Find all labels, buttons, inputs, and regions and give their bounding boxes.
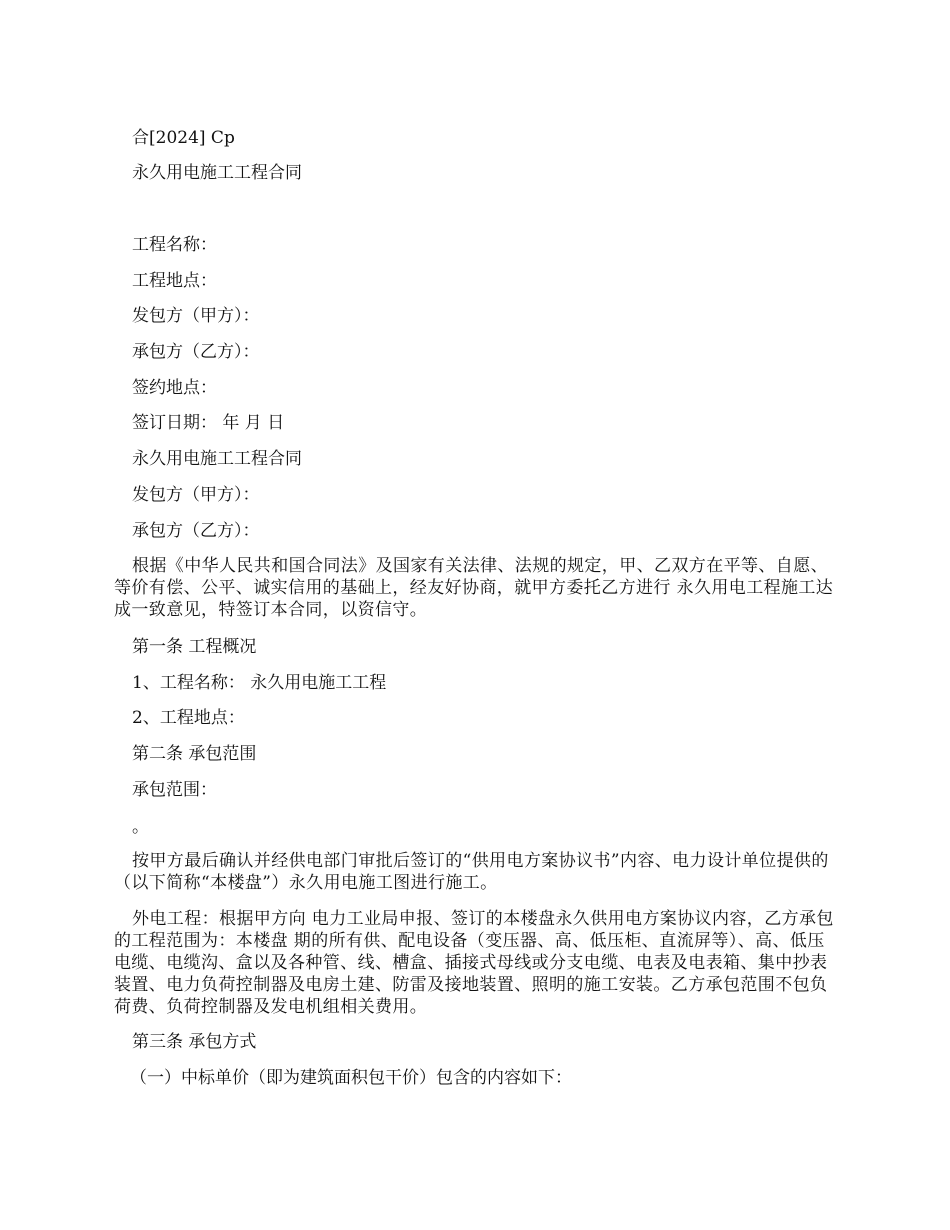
- cover-project-name: 工程名称：: [132, 235, 217, 255]
- cover-signing-place: 签约地点：: [132, 378, 217, 398]
- cover-project-location: 工程地点：: [132, 271, 217, 291]
- article-3-heading: 第三条 承包方式: [132, 1032, 257, 1052]
- scope-paragraph-1: 按甲方最后确认并经供电部门审批后签订的“供用电方案协议书”内容、电力设计单位提供的 （以下简称“本楼盘”）永久用电施工图进行施工。: [114, 851, 829, 893]
- article-1-item-2: 2、工程地点：: [132, 708, 245, 728]
- document-code: 合[2024] Cp: [132, 128, 235, 148]
- contract-party-b: 承包方（乙方）：: [132, 521, 260, 541]
- article-1-item-1: 1、工程名称： 永久用电施工工程: [132, 673, 387, 693]
- scope-label: 承包范围：: [132, 780, 217, 800]
- article-3-item-1: （一）中标单价（即为建筑面积包干价）包含的内容如下：: [130, 1068, 572, 1088]
- scope-paragraph-2: 外电工程：根据甲方向 电力工业局申报、签订的本楼盘永久供用电方案协议内容，乙方承包的工程范围为：本楼盘 期的所有供、配电设备（变压器、高、低压柜、直流屏等）、高、低压电缆、电缆沟、盒以及各种管、线、槽盒、插接式母线或分支电缆、电表及电表箱、集中抄表装置、电力负荷控制器及电房土建、防雷及接地装置、照明的施工安装。乙方承包范围不包负荷费、负荷控制器及发电机组相关费用。: [114, 909, 834, 1017]
- cover-party-b: 承包方（乙方）：: [132, 342, 260, 362]
- contract-title: 永久用电施工工程合同: [132, 449, 302, 469]
- document-title: 永久用电施工工程合同: [132, 163, 302, 183]
- intro-paragraph: 根据《中华人民共和国合同法》及国家有关法律、法规的规定，甲、乙双方在平等、自愿、等价有偿、公平、诚实信用的基础上，经友好协商，就甲方委托乙方进行 永久用电工程施工达成一致意见，特签订本合同，以资信守。: [114, 556, 834, 620]
- article-2-heading: 第二条 承包范围: [132, 744, 257, 764]
- contract-party-a: 发包方（甲方）：: [132, 485, 260, 505]
- article-1-heading: 第一条 工程概况: [132, 637, 257, 657]
- period-mark: 。: [132, 817, 149, 837]
- cover-party-a: 发包方（甲方）：: [132, 306, 260, 326]
- cover-signing-date: 签订日期： 年 月 日: [132, 413, 285, 433]
